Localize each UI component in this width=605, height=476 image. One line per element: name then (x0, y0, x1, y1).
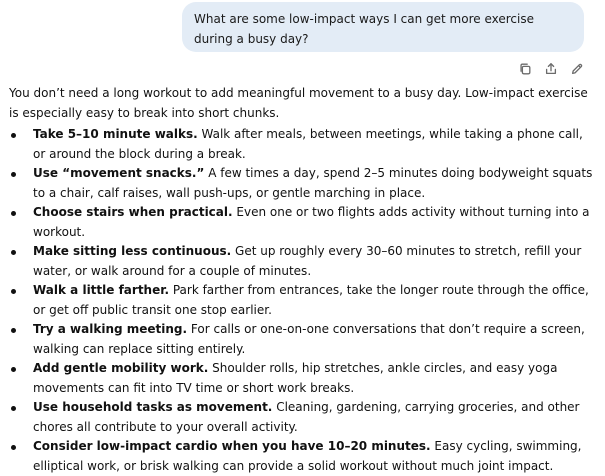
bullet-icon (11, 328, 16, 333)
copy-button[interactable] (515, 61, 535, 77)
tip-title: Use household tasks as movement. (33, 400, 273, 414)
tip-title: Walk a little farther. (33, 283, 170, 297)
edit-button[interactable] (567, 61, 587, 77)
share-icon (544, 62, 558, 76)
list-item (9, 437, 595, 476)
tip-title: Take 5–10 minute walks. (33, 127, 198, 141)
tip-text: Walk after meals, between meetings, while taking a phone call, or around the block during a break. (33, 127, 583, 161)
user-message-text: What are some low-impact ways I can get more exercise during a busy day? (194, 12, 534, 46)
tip-title: Try a walking meeting. (33, 322, 188, 336)
bullet-icon (11, 211, 16, 216)
list-item (9, 320, 595, 359)
list-item (9, 398, 595, 437)
tip-title: Add gentle mobility work. (33, 361, 209, 375)
bullet-icon (11, 133, 16, 138)
bullet-icon (11, 250, 16, 255)
share-button[interactable] (541, 61, 561, 77)
tip-text: A few times a day, spend 2–5 minutes doing bodyweight squats to a chair, calf raises, wall push-ups, or gentle marching in place. (33, 166, 593, 200)
tip-text: Easy cycling, swimming, elliptical work, or brisk walking can provide a solid workout without much joint impact. (33, 439, 582, 473)
bullet-icon (11, 445, 16, 450)
bullet-icon (11, 367, 16, 372)
tip-text: Shoulder rolls, hip stretches, ankle circles, and easy yoga movements can fit into TV time or short work breaks. (33, 361, 558, 395)
bullet-icon (11, 172, 16, 177)
tip-text: Get up roughly every 30–60 minutes to stretch, refill your water, or walk around for a couple of minutes. (33, 244, 582, 278)
tips-list (9, 125, 595, 476)
list-item (9, 125, 595, 164)
copy-icon (518, 62, 532, 76)
edit-icon (570, 62, 584, 76)
tip-text: For calls or one-on-one conversations that don’t require a screen, walking can replace sitting entirely. (33, 322, 585, 356)
list-item (9, 242, 595, 281)
tip-title: Choose stairs when practical. (33, 205, 233, 219)
bullet-icon (11, 406, 16, 411)
message-actions (515, 61, 587, 77)
tip-title: Use “movement snacks.” (33, 166, 205, 180)
response-intro: You don’t need a long workout to add meaningful movement to a busy day. Low-impact exercise is especially easy to break into short chunks. (9, 86, 588, 120)
tip-text: Cleaning, gardening, carrying groceries, and other chores all contribute to your overall activity. (33, 400, 580, 434)
assistant-response (9, 84, 595, 476)
list-item (9, 203, 595, 242)
tip-text: Even one or two flights adds activity without turning into a workout. (33, 205, 590, 239)
tip-title: Consider low-impact cardio when you have 10–20 minutes. (33, 439, 431, 453)
bullet-icon (11, 289, 16, 294)
tip-title: Make sitting less continuous. (33, 244, 232, 258)
list-item (9, 164, 595, 203)
user-message-bubble (182, 2, 584, 52)
list-item (9, 359, 595, 398)
tip-text: Park farther from entrances, take the longer route through the office, or get off public transit one stop earlier. (33, 283, 589, 317)
list-item (9, 281, 595, 320)
